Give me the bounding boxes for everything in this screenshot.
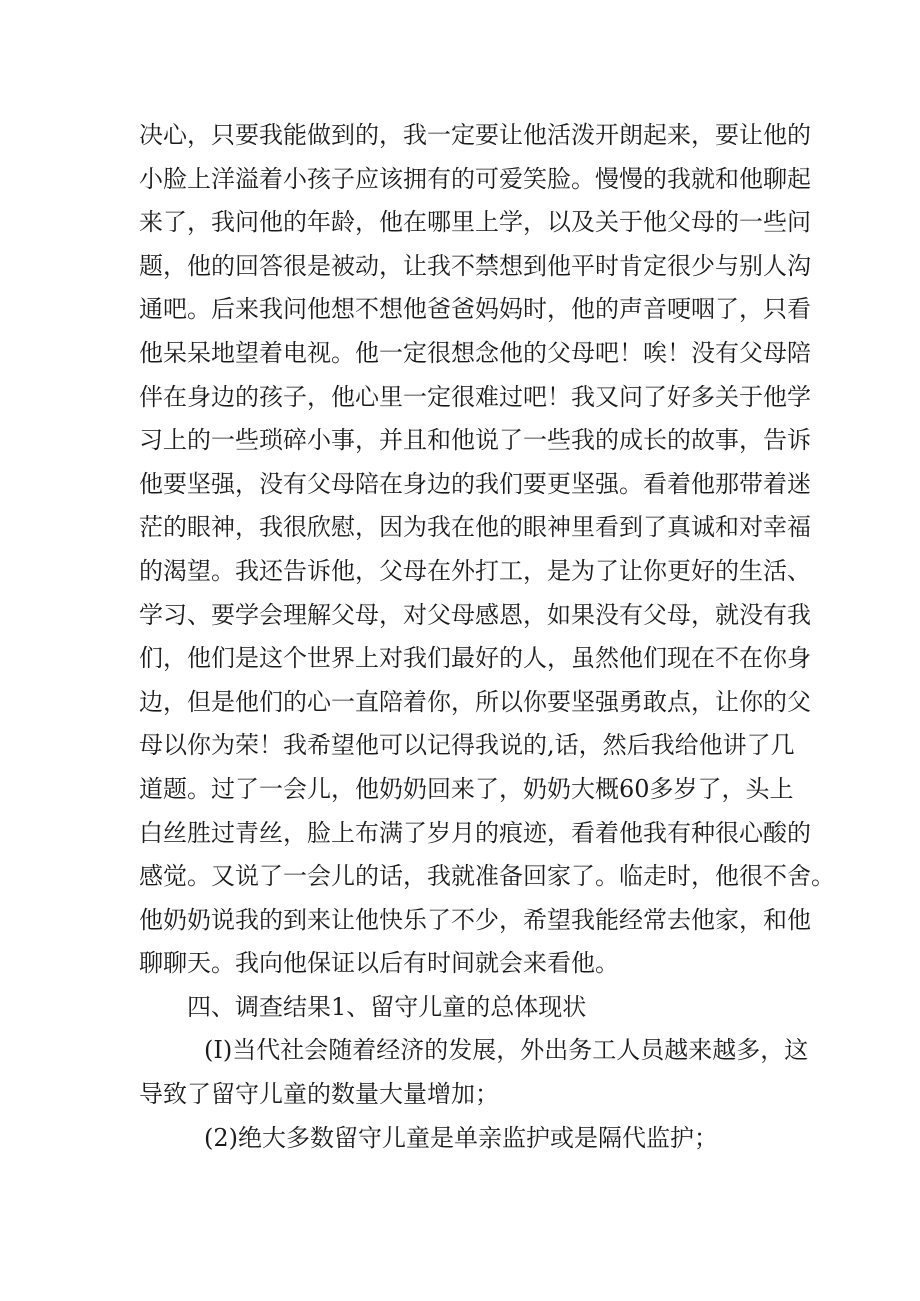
paragraph-line: 们，他们是这个世界上对我们最好的人，虽然他们现在不在你身: [139, 644, 811, 673]
narrative-paragraph: [139, 114, 835, 986]
paragraph-line: 决心，只要我能做到的，我一定要让他活泼开朗起来，要让他的: [139, 121, 811, 149]
paragraph-line: 他呆呆地望着电视。他一定很想念他的父母吧！唉！没有父母陪: [139, 338, 811, 367]
result-item-1-line-1: (I)当代社会随着经济的发展，外出务工人员越来越多，这: [204, 1036, 809, 1065]
paragraph-line: 他奶奶说我的到来让他快乐了不少，希望我能经常去他家，和他: [139, 905, 811, 934]
paragraph-line: 感觉。又说了一会儿的话，我就准备回家了。临走时，他很不舍。: [139, 862, 835, 891]
paragraph-line: 习上的一些琐碎小事，并且和他说了一些我的成长的故事，告诉: [139, 426, 811, 455]
result-item-2-line-1: (2)绝大多数留守儿童是单亲监护或是隔代监护；: [204, 1123, 718, 1152]
paragraph-line: 通吧。后来我问他想不想他爸爸妈妈时，他的声音哽咽了，只看: [139, 295, 811, 324]
paragraph-line: 学习、要学会理解父母，对父母感恩，如果没有父母，就没有我: [139, 600, 811, 629]
paragraph-line: 他要坚强，没有父母陪在身边的我们要更坚强。看着他那带着迷: [139, 469, 811, 498]
paragraph-line: 茫的眼神，我很欣慰，因为我在他的眼神里看到了真诚和对幸福: [139, 513, 811, 542]
paragraph-line: 来了，我问他的年龄，他在哪里上学，以及关于他父母的一些问: [139, 208, 811, 237]
paragraph-line: 道题。过了一会儿，他奶奶回来了，奶奶大概60多岁了，头上: [139, 774, 794, 803]
document-body: [139, 114, 835, 1160]
paragraph-line: 边，但是他们的心一直陪着你，所以你要坚强勇敢点，让你的父: [139, 687, 811, 716]
paragraph-line: 题，他的回答很是被动，让我不禁想到他平时肯定很少与别人沟: [139, 251, 811, 280]
paragraph-line: 小脸上洋溢着小孩子应该拥有的可爱笑脸。慢慢的我就和他聊起: [139, 164, 811, 193]
paragraph-line: 白丝胜过青丝，脸上布满了岁月的痕迹，看着他我有种很心酸的: [139, 818, 811, 847]
paragraph-line: 伴在身边的孩子，他心里一定很难过吧！我又问了好多关于他学: [139, 382, 811, 411]
paragraph-line: 母以你为荣！我希望他可以记得我说的,话，然后我给他讲了几: [139, 731, 795, 760]
section-heading: 四、调查结果1、留守儿童的总体现状: [187, 992, 587, 1021]
paragraph-line: 聊聊天。我向他保证以后有时间就会来看他。: [139, 949, 619, 978]
paragraph-line: 的渴望。我还告诉他，父母在外打工，是为了让你更好的生活、: [139, 556, 811, 585]
result-item-1-line-2: 导致了留守儿童的数量大量增加；: [139, 1080, 499, 1109]
